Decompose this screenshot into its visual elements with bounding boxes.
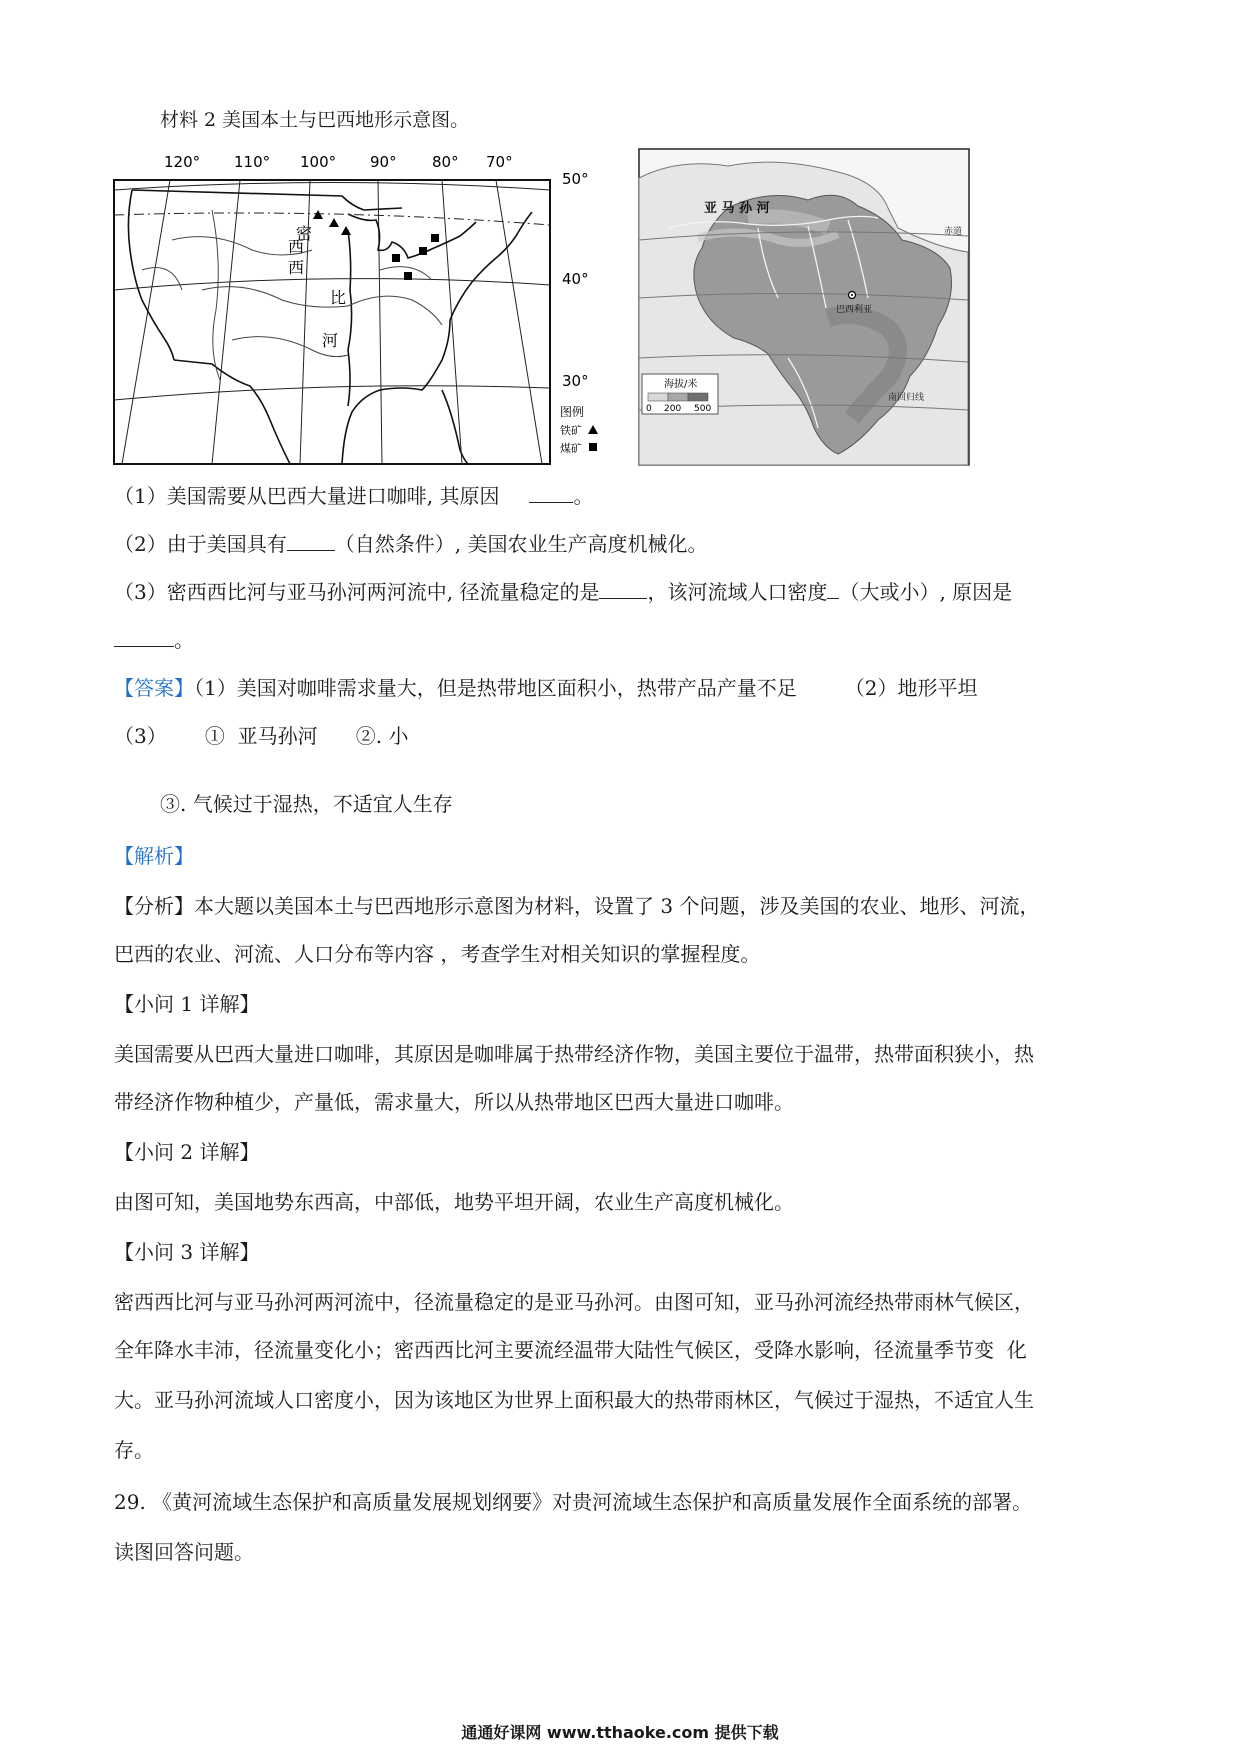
material-caption: 材料 2 美国本土与巴西地形示意图。 xyxy=(160,109,470,131)
lon-label: 110° xyxy=(234,153,271,171)
answer-line-1: 【答案】（1）美国对咖啡需求量大，但是热带地区面积小，热带产品产量不足 （2）地形平坦 xyxy=(114,676,978,700)
sub-question-2-heading: 【小问 2 详解】 xyxy=(114,1140,260,1164)
legend-coal-symbol xyxy=(589,443,597,451)
answer-line-2: （3） ① 亚马孙河 ②. 小 xyxy=(114,724,409,748)
river-char: 西 xyxy=(288,237,305,256)
coal-marker xyxy=(431,234,439,242)
sub-question-3-text: 存。 xyxy=(114,1438,154,1462)
river-char: 密 xyxy=(296,224,313,243)
lon-label: 90° xyxy=(370,153,397,171)
question-3-cont: 。 xyxy=(114,628,194,652)
tropic-label: 南回归线 xyxy=(888,393,925,403)
elevation-legend-title: 海拔/米 xyxy=(664,379,698,390)
elevation-tick: 0 xyxy=(646,404,652,414)
lat-label: 40° xyxy=(562,270,589,288)
coal-marker xyxy=(404,272,412,280)
analysis-fenxi-1: 【分析】本大题以美国本土与巴西地形示意图为材料，设置了 3 个问题，涉及美国的农业、地形、河流， xyxy=(114,894,1040,918)
sub-question-1-text: 带经济作物种植少，产量低，需求量大，所以从热带地区巴西大量进口咖啡。 xyxy=(114,1090,794,1114)
question-1: （1）美国需要从巴西大量进口咖啡, 其原因 。 xyxy=(114,484,594,508)
coal-marker xyxy=(392,254,400,262)
question-29-cont: 读图回答问题。 xyxy=(114,1540,254,1564)
river-char: 河 xyxy=(322,331,339,350)
equator-label: 赤道 xyxy=(944,227,963,237)
usa-map xyxy=(112,150,612,466)
brazil-map xyxy=(638,148,970,466)
lon-label: 80° xyxy=(432,153,459,171)
question-29: 29. 《黄河流域生态保护和高质量发展规划纲要》对贵河流域生态保护和高质量发展作全面系统的部署。 xyxy=(114,1490,1033,1514)
sub-question-3-text: 全年降水丰沛，径流量变化小；密西西比河主要流经温带大陆性气候区，受降水影响，径流量季节变 化 xyxy=(114,1338,1027,1362)
sub-question-1-text: 美国需要从巴西大量进口咖啡，其原因是咖啡属于热带经济作物，美国主要位于温带，热带面积狭小，热 xyxy=(114,1042,1034,1066)
lon-label: 100° xyxy=(300,153,337,171)
page-footer: 通通好课网 www.tthaoke.com 提供下载 xyxy=(461,1723,779,1742)
sub-question-3-heading: 【小问 3 详解】 xyxy=(114,1240,260,1264)
river-char: 西 xyxy=(288,258,305,277)
river-char: 比 xyxy=(330,288,347,307)
coal-marker xyxy=(419,247,427,255)
usa-legend-coal: 煤矿 xyxy=(560,442,582,455)
lon-label: 120° xyxy=(164,153,201,171)
lat-label: 30° xyxy=(562,372,589,390)
capital-label: 巴西利亚 xyxy=(836,305,873,315)
lon-label: 70° xyxy=(486,153,513,171)
answer-line-3: ③. 气候过于湿热，不适宜人生存 xyxy=(160,792,453,816)
sub-question-2-text: 由图可知，美国地势东西高，中部低，地势平坦开阔，农业生产高度机械化。 xyxy=(114,1190,794,1214)
analysis-fenxi-2: 巴西的农业、河流、人口分布等内容 ，考查学生对相关知识的掌握程度。 xyxy=(114,942,761,966)
usa-legend-iron: 铁矿 xyxy=(560,424,582,437)
legend-iron-symbol xyxy=(588,425,598,434)
amazon-label: 亚 马 孙 河 xyxy=(704,201,770,216)
lat-label: 50° xyxy=(562,170,589,188)
analysis-label: 【解析】 xyxy=(114,844,194,868)
question-3: （3）密西西比河与亚马孙河两河流中, 径流量稳定的是 ，该河流域人口密度 （大或小）, 原因是 xyxy=(114,580,1013,604)
question-2: （2）由于美国具有 （自然条件）, 美国农业生产高度机械化。 xyxy=(114,532,708,556)
sub-question-3-text: 大。亚马孙河流域人口密度小，因为该地区为世界上面积最大的热带雨林区，气候过于湿热，不适宜人生 xyxy=(114,1388,1034,1412)
usa-legend-title: 图例 xyxy=(560,405,585,419)
answer-label: 【答案】 xyxy=(114,676,194,700)
sub-question-1-heading: 【小问 1 详解】 xyxy=(114,992,260,1016)
sub-question-3-text: 密西西比河与亚马孙河两河流中，径流量稳定的是亚马孙河。由图可知，亚马孙河流经热带雨林气候区， xyxy=(114,1290,1034,1314)
elevation-tick: 200 xyxy=(664,404,682,414)
elevation-tick: 500 xyxy=(694,404,712,414)
